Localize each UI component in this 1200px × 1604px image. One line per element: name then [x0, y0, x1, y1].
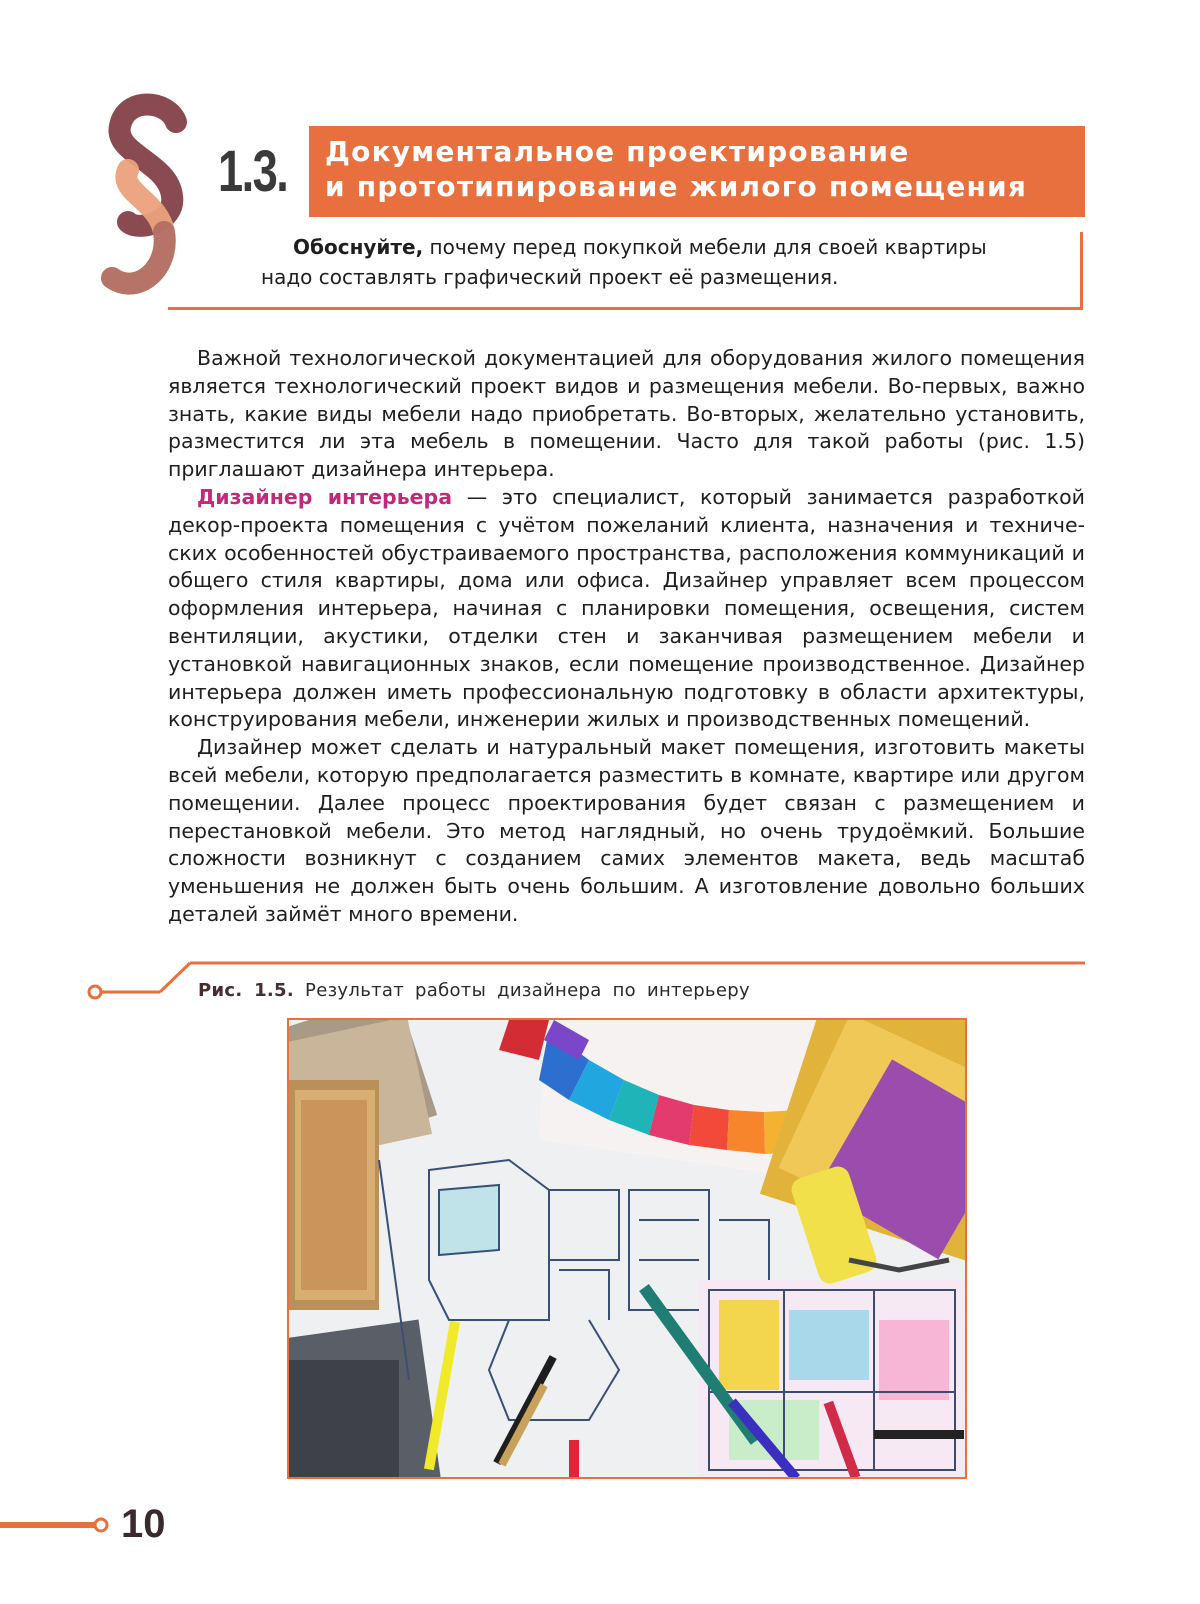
- figure-caption-text: Результат работы дизайнера по интерьеру: [294, 980, 750, 1001]
- lead-question-box: [168, 232, 1083, 310]
- section-number: 1.3.: [218, 139, 288, 204]
- lead-keyword: Обоснуйте,: [293, 235, 424, 259]
- colored-plan-icon: [699, 1280, 965, 1477]
- figure-label: Рис. 1.5.: [198, 980, 295, 1001]
- term-interior-designer: Дизайнер интерьера: [197, 484, 453, 509]
- section-title-line: и прототипирование жилого помещения: [325, 170, 1028, 203]
- figure-interior-design-photo: [287, 1018, 967, 1479]
- paragraph-definition: [168, 484, 1085, 734]
- figure-caption: [198, 980, 750, 1001]
- definition-text: — это специалист, который занимается разработкой декор-проекта помещения с учётом пожеланий клиента, назначения и технических особенностей обустраиваемого пространства, расположения коммуникаций и общего стиля квартиры, дома или офиса. Дизайнер управляет всем процессом оформления интерьера, начиная с планировки помещения, освещения, систем вентиляции, акустики, отделки стен и заканчивая размещением мебели и установкой навигационных знаков, если помещение производственное. Дизайнер интерьера должен иметь профессиональную подготовку в области архитектуры, конструирования мебели, инженерии жилых и производственных помещений.: [168, 484, 1085, 732]
- lead-text: почему перед покупкой мебели для своей квартиры: [423, 235, 987, 259]
- paragraph: Важной технологической документацией для оборудования жилого помещения является технологический проект видов и размещения мебели. Во-первых, важно знать, какие виды мебели надо приобретать. Во-вторых, желательно установить, разместится ли эта мебель в помещении. Часто для такой работы (рис. 1.5) приглашают дизайнера интерьера.: [168, 346, 1085, 482]
- page-number: 10: [121, 1502, 166, 1546]
- section-title-line: Документальное проектирование: [325, 135, 910, 168]
- lead-question: [261, 232, 1064, 292]
- lead-text-line2: надо составлять графический проект её размещения.: [261, 265, 839, 289]
- section-title: [309, 126, 1085, 217]
- page-number-dot: [92, 1516, 110, 1534]
- paragraph: Дизайнер может сделать и натуральный макет помещения, изготовить макеты всей мебели, которую предполагается разместить в комнате, квартире или другом помещении. Далее процесс проектирования будет связан с размещением и перестановкой мебели. Это метод наглядный, но очень трудоёмкий. Большие сложности возникнут с созданием самих элементов макета, ведь масштаб уменьшения не должен быть очень большим. А изготовление довольно больших деталей займёт много времени.: [168, 735, 1085, 926]
- body-text: [168, 345, 1085, 929]
